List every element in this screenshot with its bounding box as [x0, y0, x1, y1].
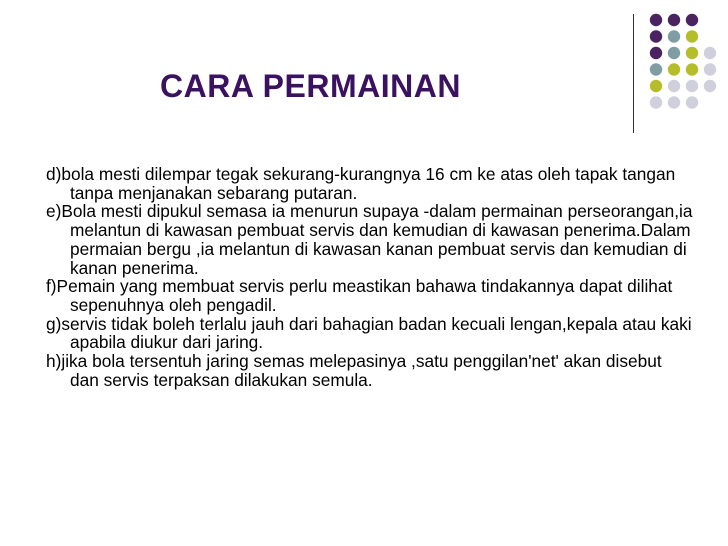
decorative-dot	[668, 30, 680, 42]
decorative-dot	[650, 80, 662, 92]
decorative-dot	[686, 96, 698, 108]
bullet-item: f)Pemain yang membuat servis perlu meastikan bahawa tindakannya dapat dilihat sepenuhnya oleh pengadil.	[46, 276, 673, 315]
decorative-dot	[650, 14, 662, 26]
bullet-item: e)Bola mesti dipukul semasa ia menurun supaya -dalam permainan perseorangan,ia melantun di kawasan pembuat servis dan kemudian di kawasan penerima.Dalam permaian bergu ,ia melantun di kawasan kanan pembuat servis dan kemudian di kanan penerima.	[46, 201, 693, 278]
bullet-item: h)jika bola tersentuh jaring semas melepasinya ,satu penggilan'net' akan disebut dan servis terpaksan dilakukan semula.	[46, 351, 662, 390]
decorative-dot	[704, 80, 716, 92]
decorative-dot-grid	[648, 12, 720, 112]
decorative-dot	[668, 14, 680, 26]
bullet-item: d)bola mesti dilempar tegak sekurang-kurangnya 16 cm ke atas oleh tapak tangan tanpa menjanakan sebarang putaran.	[46, 164, 676, 203]
bullet-list	[46, 165, 694, 389]
decorative-dot	[686, 80, 698, 92]
decorative-dot	[668, 80, 680, 92]
decorative-dot	[650, 30, 662, 42]
decorative-dot	[686, 14, 698, 26]
decorative-dot	[686, 30, 698, 42]
decorative-dot	[668, 47, 680, 59]
bullet-item: g)servis tidak boleh terlalu jauh dari bahagian badan kecuali lengan,kepala atau kaki apabila diukur dari jaring.	[46, 313, 692, 353]
vertical-divider	[633, 14, 634, 133]
decorative-dot	[704, 63, 716, 75]
slide-title: CARA PERMAINAN	[160, 68, 461, 104]
decorative-dot	[650, 63, 662, 75]
decorative-dot	[686, 63, 698, 75]
decorative-dot	[686, 47, 698, 59]
decorative-dot	[704, 47, 716, 59]
decorative-dot	[668, 63, 680, 75]
decorative-dot	[650, 96, 662, 108]
decorative-dot	[668, 96, 680, 108]
decorative-dot	[650, 47, 662, 59]
